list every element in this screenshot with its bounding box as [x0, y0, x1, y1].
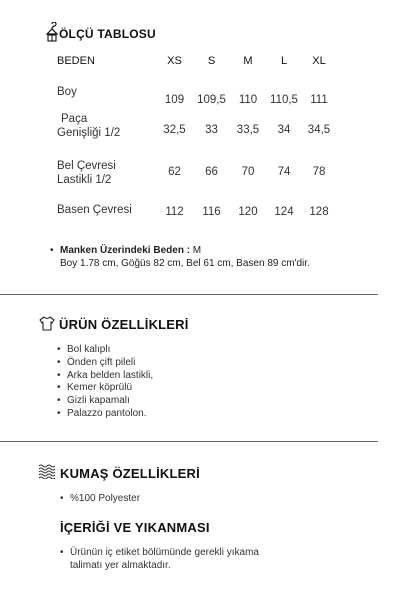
fabric-features-list: [60, 493, 140, 506]
table-cell: 34,5: [307, 124, 331, 136]
table-cell: 70: [241, 166, 255, 178]
table-row: [57, 107, 336, 149]
header-s: S: [207, 55, 216, 67]
product-features-list: [57, 344, 153, 421]
list-item: • Önden çift pileli: [57, 356, 136, 368]
table-row: [57, 189, 336, 229]
list-item: • Arka belden lastikli,: [57, 369, 154, 381]
list-item: • Palazzo pantolon.: [57, 407, 147, 419]
list-item: • Kemer köprülü: [57, 382, 133, 394]
table-cell: 33: [205, 124, 218, 136]
table-cell: 109: [164, 93, 185, 106]
care-title: İÇERİĞİ VE YIKANMASI: [60, 520, 210, 535]
table-cell: 34: [277, 124, 291, 136]
divider: [0, 294, 378, 295]
model-info: [50, 244, 310, 270]
model-info-size: M: [190, 245, 202, 256]
row-label: Bel Çevresi Lastikli 1/2: [57, 160, 116, 186]
table-cell: 32,5: [163, 124, 186, 136]
table-cell: 66: [205, 166, 218, 178]
table-cell: 112: [165, 206, 184, 218]
row-label: Paça Genişliği 1/2: [57, 113, 121, 139]
care-info: [60, 547, 259, 573]
table-cell: 120: [238, 206, 258, 218]
size-table: [57, 55, 336, 229]
list-item: • %100 Polyester: [60, 493, 141, 504]
model-info-details: Boy 1.78 cm, Göğüs 82 cm, Bel 61 cm, Basen 89 cm'dir.: [60, 258, 310, 269]
divider: [0, 441, 378, 442]
size-table-title: ÖLÇÜ TABLOSU: [59, 27, 156, 41]
table-cell: 111: [310, 93, 328, 106]
tshirt-icon: [39, 316, 55, 331]
row-label: Basen Çevresi: [57, 204, 132, 216]
size-table-header-row: [57, 55, 336, 80]
model-info-label: Manken Üzerindeki Beden :: [60, 245, 191, 256]
table-row: [57, 149, 336, 189]
table-cell: 110,5: [270, 93, 298, 106]
row-label: Boy: [57, 86, 77, 98]
list-item: • Gizli kapamalı: [57, 395, 130, 407]
table-cell: 128: [309, 206, 329, 218]
list-item-continuation: talimatı yer almaktadır.: [70, 559, 171, 571]
table-cell: 110: [238, 93, 258, 106]
hanger-icon: [46, 22, 58, 42]
list-item: • Ürünün iç etiket bölümünde gerekli yıkama: [60, 547, 259, 558]
list-item: • Bol kalıplı: [57, 344, 111, 355]
fabric-features-title: KUMAŞ ÖZELLİKLERİ: [60, 466, 200, 481]
table-cell: 109,5: [197, 93, 226, 106]
table-cell: 124: [274, 206, 294, 218]
header-xs: XS: [167, 55, 182, 67]
table-row: [57, 80, 336, 107]
bullet: •: [50, 245, 54, 256]
fabric-icon: [38, 463, 56, 479]
header-l: L: [280, 55, 288, 67]
table-cell: 62: [168, 166, 181, 178]
table-cell: 78: [312, 166, 326, 178]
table-cell: 74: [277, 166, 291, 178]
table-cell: 116: [202, 206, 221, 218]
header-beden: BEDEN: [57, 55, 95, 67]
header-m: M: [243, 55, 253, 67]
header-xl: XL: [312, 55, 326, 67]
product-features-title: ÜRÜN ÖZELLİKLERİ: [59, 317, 189, 332]
table-cell: 33,5: [236, 124, 260, 136]
